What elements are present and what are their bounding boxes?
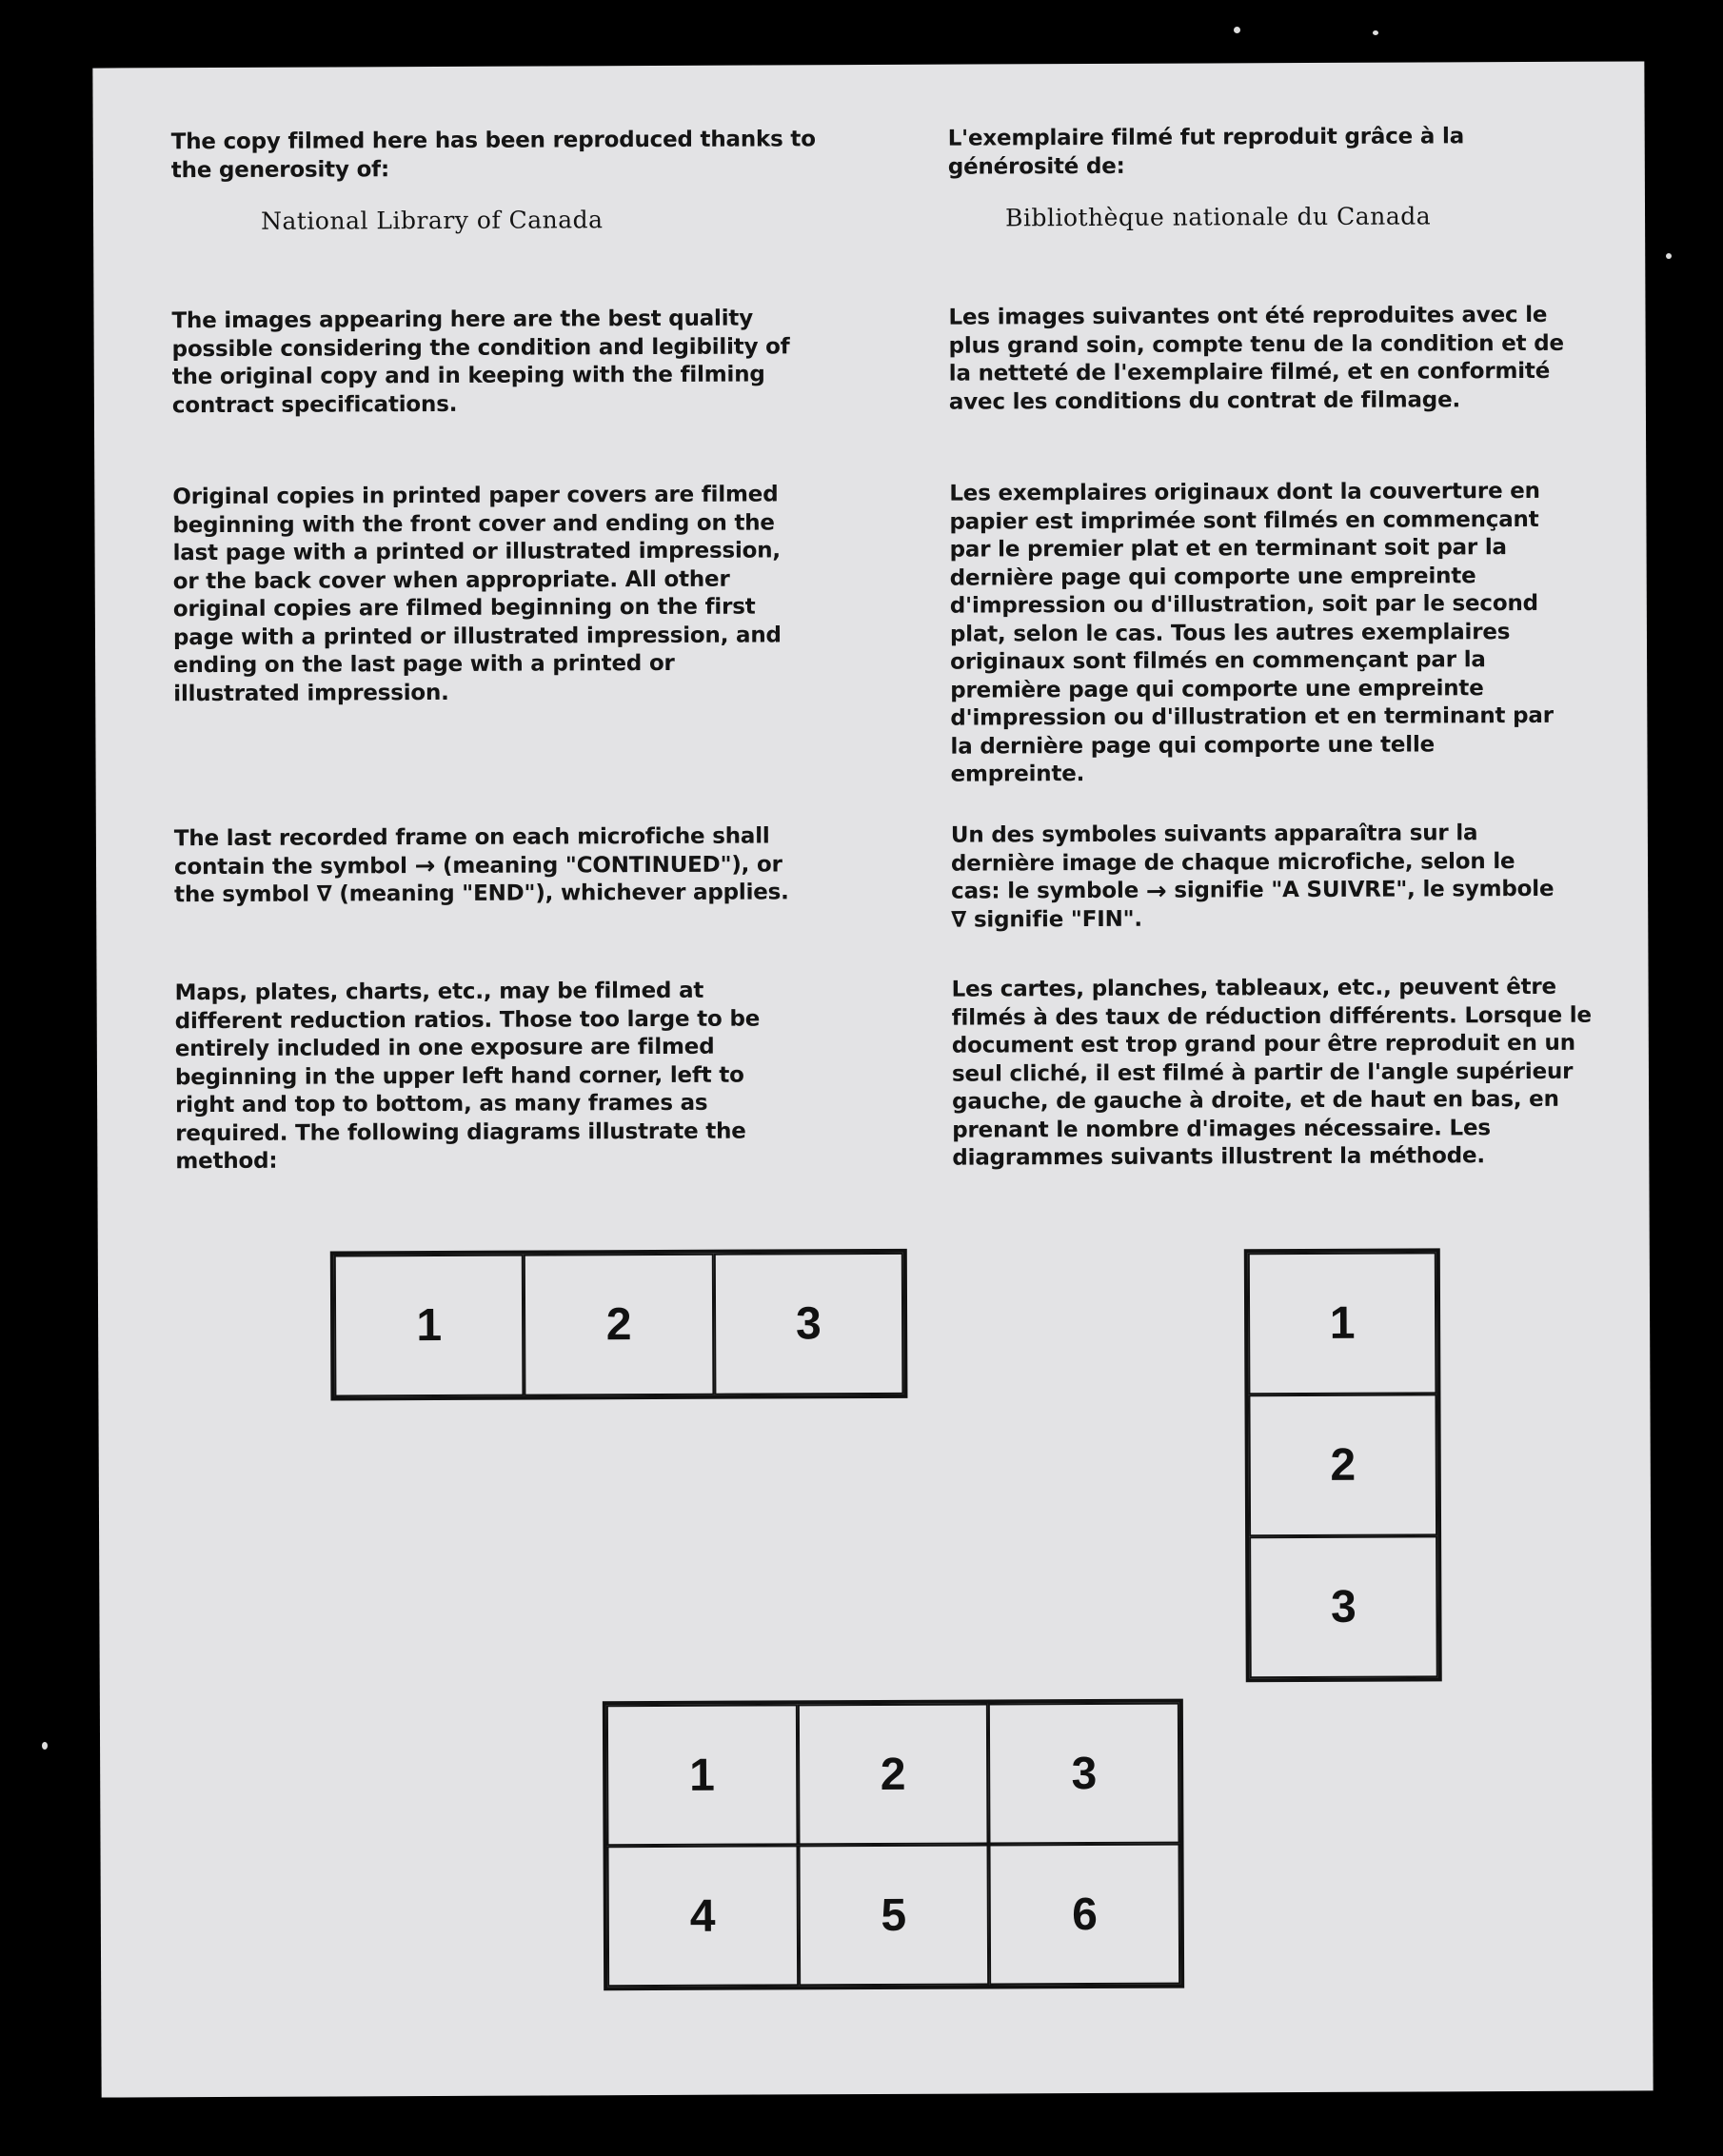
diagram-cell: 1 bbox=[1248, 1252, 1437, 1394]
row-diagram bbox=[330, 1249, 908, 1401]
diagram-cell: 2 bbox=[1248, 1394, 1437, 1536]
french-symbol-paragraph bbox=[951, 820, 1571, 935]
french-quality-paragraph: Les images suivantes ont été reproduites avec le plus grand soin, compte tenu de la condition et de la netteté de l'exemplaire filmé, et en conformité avec les conditions du contrat de filmage. bbox=[948, 302, 1564, 415]
diagram-cell: 1 bbox=[334, 1255, 525, 1397]
french-maps-paragraph: Les cartes, planches, tableaux, etc., peuvent être filmés à des taux de réduction différents. Lorsque le document est trop grand pour être reproduit en un seul cliché, il est filmé à partir de l'angle supérieur gauche, de gauche à droite, et de haut en bas, en prenant le nombre d'images nécessaire. Les diagrammes suivants illustrent la méthode. bbox=[951, 974, 1592, 1171]
diagram-cell: 6 bbox=[989, 1844, 1180, 1986]
french-symbol-text-c: signifie "FIN". bbox=[973, 906, 1142, 933]
french-symbol-text-b: signifie "A SUIVRE", le symbole bbox=[1174, 876, 1555, 903]
continued-arrow-icon: → bbox=[1145, 877, 1167, 906]
english-column bbox=[171, 126, 819, 235]
english-maps-paragraph: Maps, plates, charts, etc., may be filmed at different reduction ratios. Those too large to be entirely included in one exposure are filmed beginning in the upper left hand corner, left to right and top to bottom, as many frames as required. The following diagrams illustrate the method: bbox=[174, 978, 761, 1175]
column-diagram bbox=[1244, 1248, 1442, 1682]
diagram-cell: 1 bbox=[606, 1704, 798, 1846]
english-quality-paragraph: The images appearing here are the best quality possible considering the condition and legibility of the original copy and in keeping with the filming contract specifications. bbox=[171, 306, 790, 418]
french-symbol-text-a: Un des symboles suivants apparaîtra sur la dernière image de chaque microfiche, selon le cas: le symbole bbox=[950, 821, 1515, 904]
english-symbol-text-c: (meaning "END"), whichever applies. bbox=[339, 880, 789, 907]
english-acknowledgement: The copy filmed here has been reproduced thanks to the generosity of: bbox=[170, 127, 816, 183]
end-triangle-icon: ∇ bbox=[951, 907, 967, 933]
diagram-cell: 2 bbox=[798, 1703, 989, 1845]
film-speck bbox=[42, 1742, 48, 1750]
continued-arrow-icon: → bbox=[414, 852, 436, 881]
english-filming-order-paragraph: Original copies in printed paper covers are filmed beginning with the front cover and ending on the last page with a printed or illustrated impression, or the back cover when appropriate. All other original copies are filmed beginning on the first page with a printed or illustrated impression, and ending on the last page with a printed or illustrated impression. bbox=[172, 482, 782, 706]
french-acknowledgement: L'exemplaire filmé fut reproduit grâce à la générosité de: bbox=[947, 124, 1465, 180]
film-speck bbox=[1666, 253, 1672, 259]
filmed-page bbox=[92, 61, 1653, 2097]
english-symbol-text-a: The last recorded frame on each microfiche shall contain the symbol bbox=[173, 823, 770, 880]
french-institution: Bibliothèque nationale du Canada bbox=[1004, 202, 1432, 232]
end-triangle-icon: ∇ bbox=[316, 881, 332, 907]
french-column bbox=[948, 123, 1595, 232]
diagram-cell: 3 bbox=[988, 1703, 1179, 1845]
english-symbol-text-b: (meaning "CONTINUED"), or the symbol bbox=[174, 851, 782, 908]
english-symbol-paragraph bbox=[174, 822, 793, 909]
diagram-cell: 4 bbox=[607, 1845, 799, 1987]
english-institution: National Library of Canada bbox=[260, 206, 604, 235]
film-speck bbox=[1234, 27, 1240, 33]
diagram-cell: 2 bbox=[524, 1254, 714, 1396]
grid-diagram bbox=[603, 1699, 1184, 1991]
film-speck bbox=[1373, 30, 1378, 35]
diagram-cell: 5 bbox=[798, 1844, 989, 1986]
french-filming-order-paragraph: Les exemplaires originaux dont la couverture en papier est imprimée sont filmés en commençant par le premier plat et en terminant soit par la dernière page qui comporte une empreinte d'impression ou d'illustration, soit par le second plat, selon le cas. Tous les autres exemplaires originaux sont filmés en commençant par la première page qui comporte une empreinte d'impression ou d'illustration et en terminant par la dernière page qui comporte une telle empreinte. bbox=[949, 478, 1554, 787]
diagram-cell: 3 bbox=[713, 1253, 903, 1395]
diagram-cell: 3 bbox=[1249, 1535, 1438, 1678]
